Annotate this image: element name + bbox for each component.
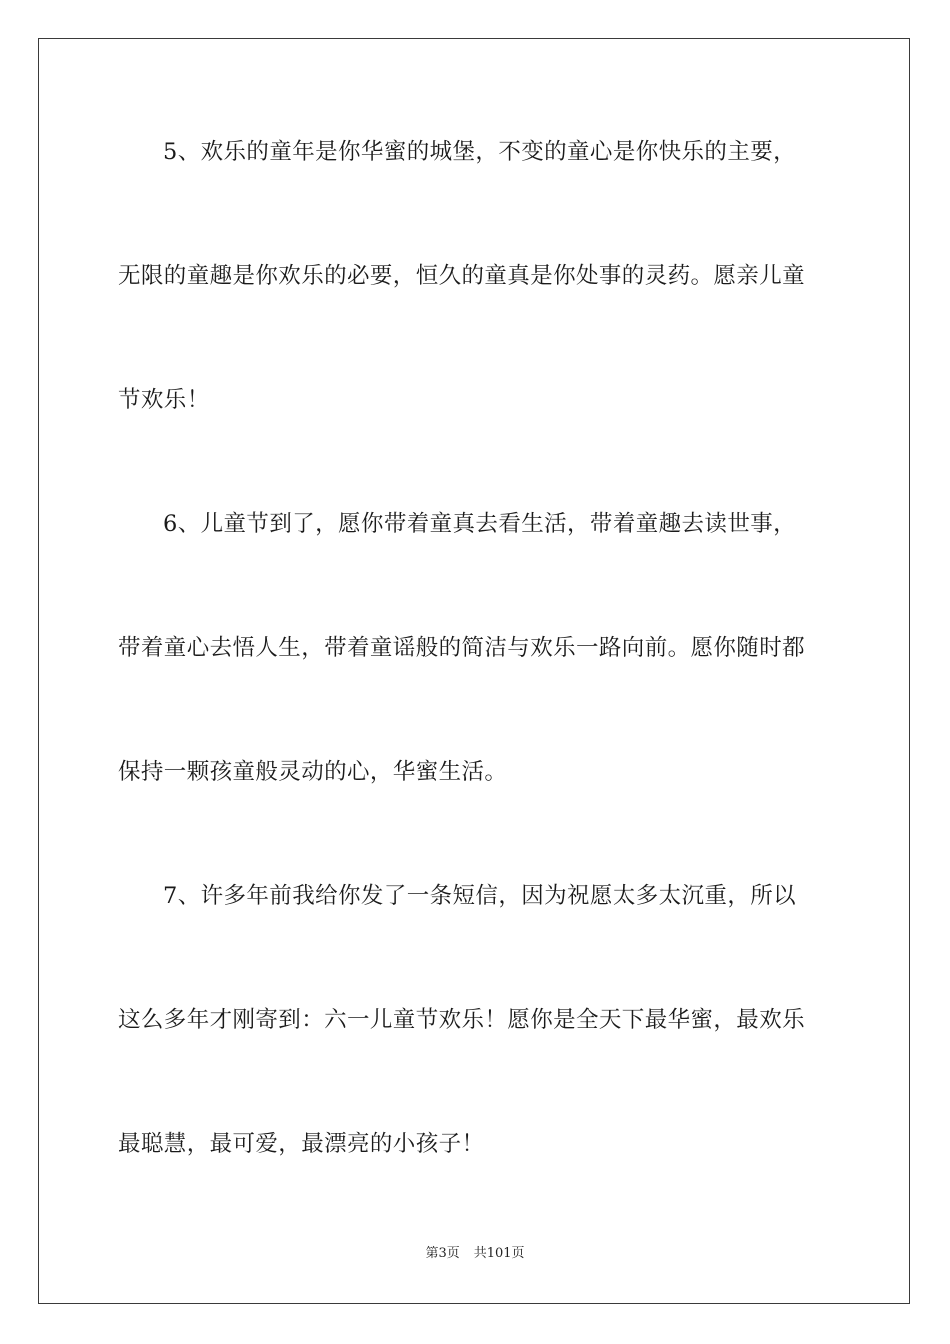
page-total: 共101页 <box>473 1246 525 1261</box>
page-footer <box>0 1245 950 1263</box>
paragraph-7-line-1: 7、许多年前我给你发了一条短信，因为祝愿太多太沉重，所以 <box>163 883 797 909</box>
paragraph-7-line-3: 最聪慧，最可爱，最漂亮的小孩子！ <box>118 1131 485 1157</box>
paragraph-7-line-2: 这么多年才刚寄到：六一儿童节欢乐！愿你是全天下最华蜜，最欢乐 <box>118 1007 806 1033</box>
page-number: 第3页 <box>425 1246 460 1261</box>
page-border <box>38 38 910 1304</box>
paragraph-5-line-1: 5、欢乐的童年是你华蜜的城堡，不变的童心是你快乐的主要， <box>163 139 797 165</box>
paragraph-6-line-3: 保持一颗孩童般灵动的心，华蜜生活。 <box>118 759 508 785</box>
paragraph-6-line-1: 6、儿童节到了，愿你带着童真去看生活，带着童趣去读世事， <box>163 511 797 537</box>
paragraph-5-line-2: 无限的童趣是你欢乐的必要，恒久的童真是你处事的灵药。愿亲儿童 <box>118 263 806 289</box>
paragraph-6-line-2: 带着童心去悟人生，带着童谣般的简洁与欢乐一路向前。愿你随时都 <box>118 635 806 661</box>
paragraph-5-line-3: 节欢乐！ <box>118 387 210 413</box>
